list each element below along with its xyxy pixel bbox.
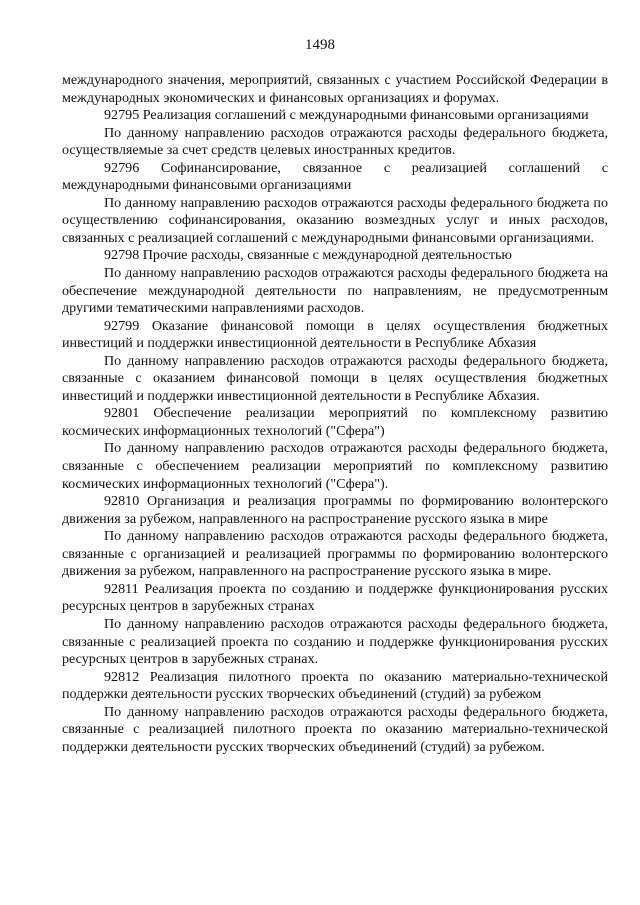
page-number: 1498 [305, 37, 335, 53]
paragraph-92799-description: По данному направлению расходов отражаются расходы федерального бюджета, связанные с оказанием финансовой помощи в целях осуществления бюджетных инвестиций и поддержки инвестиционной деятельности в Республике Абхазия. [62, 352, 608, 404]
paragraph-92798-description: По данному направлению расходов отражаются расходы федерального бюджета на обеспечение международной деятельности по направлениям, не предусмотренным другими тематическими направлениями расходов. [62, 265, 608, 317]
paragraph-92812-description: По данному направлению расходов отражаются расходы федерального бюджета, связанные с реализацией пилотного проекта по оказанию материально-технической поддержки деятельности русских творческих объединений (студий) за рубежом. [62, 703, 608, 755]
section-heading-92798: 92798 Прочие расходы, связанные с международной деятельностью [104, 247, 512, 264]
paragraph-92796-description: По данному направлению расходов отражаются расходы федерального бюджета по осуществлению софинансирования, оказанию возмездных услуг и иных расходов, связанных с реализацией соглашений с международными финансовыми организациями. [62, 194, 608, 246]
paragraph-92795-description: По данному направлению расходов отражаются расходы федерального бюджета, осуществляемые за счет средств целевых иностранных кредитов. [62, 124, 608, 159]
section-heading-92812: 92812 Реализация пилотного проекта по оказанию материально-технической поддержки деятельности русских творческих объединений (студий) за рубежом [62, 668, 608, 703]
paragraph-92811-description: По данному направлению расходов отражаются расходы федерального бюджета, связанные с реализацией проекта по созданию и поддержке функционирования русских ресурсных центров в зарубежных странах. [62, 615, 608, 668]
section-heading-92801: 92801 Обеспечение реализации мероприятий по комплексному развитию космических информационных технологий ("Сфера") [62, 405, 608, 439]
section-heading-92796: 92796 Софинансирование, связанное с реализацией соглашений с международными финансовыми организациями [62, 159, 608, 194]
section-heading-92810: 92810 Организация и реализация программы по формированию волонтерского движения за рубежом, направленного на распространение русского языка в мире [62, 493, 608, 527]
paragraph-92810-description: По данному направлению расходов отражаются расходы федерального бюджета, связанные с организацией и реализацией программы по формированию волонтерского движения за рубежом, направленного на распространение русского языка в мире. [62, 528, 608, 580]
section-heading-92811: 92811 Реализация проекта по созданию и поддержке функционирования русских ресурсных центров в зарубежных странах [62, 580, 608, 615]
document-body [62, 72, 608, 756]
paragraph-continuation: международного значения, мероприятий, связанных с участием Российской Федерации в международных экономических и финансовых организациях и форумах. [62, 72, 608, 106]
paragraph-92801-description: По данному направлению расходов отражаются расходы федерального бюджета, связанные с обеспечением реализации мероприятий по комплексному развитию космических информационных технологий ("Сфера"). [62, 440, 608, 492]
section-heading-92795: 92795 Реализация соглашений с международными финансовыми организациями [104, 107, 589, 124]
section-heading-92799: 92799 Оказание финансовой помощи в целях осуществления бюджетных инвестиций и поддержки инвестиционной деятельности в Республике Абхазия [62, 317, 608, 352]
